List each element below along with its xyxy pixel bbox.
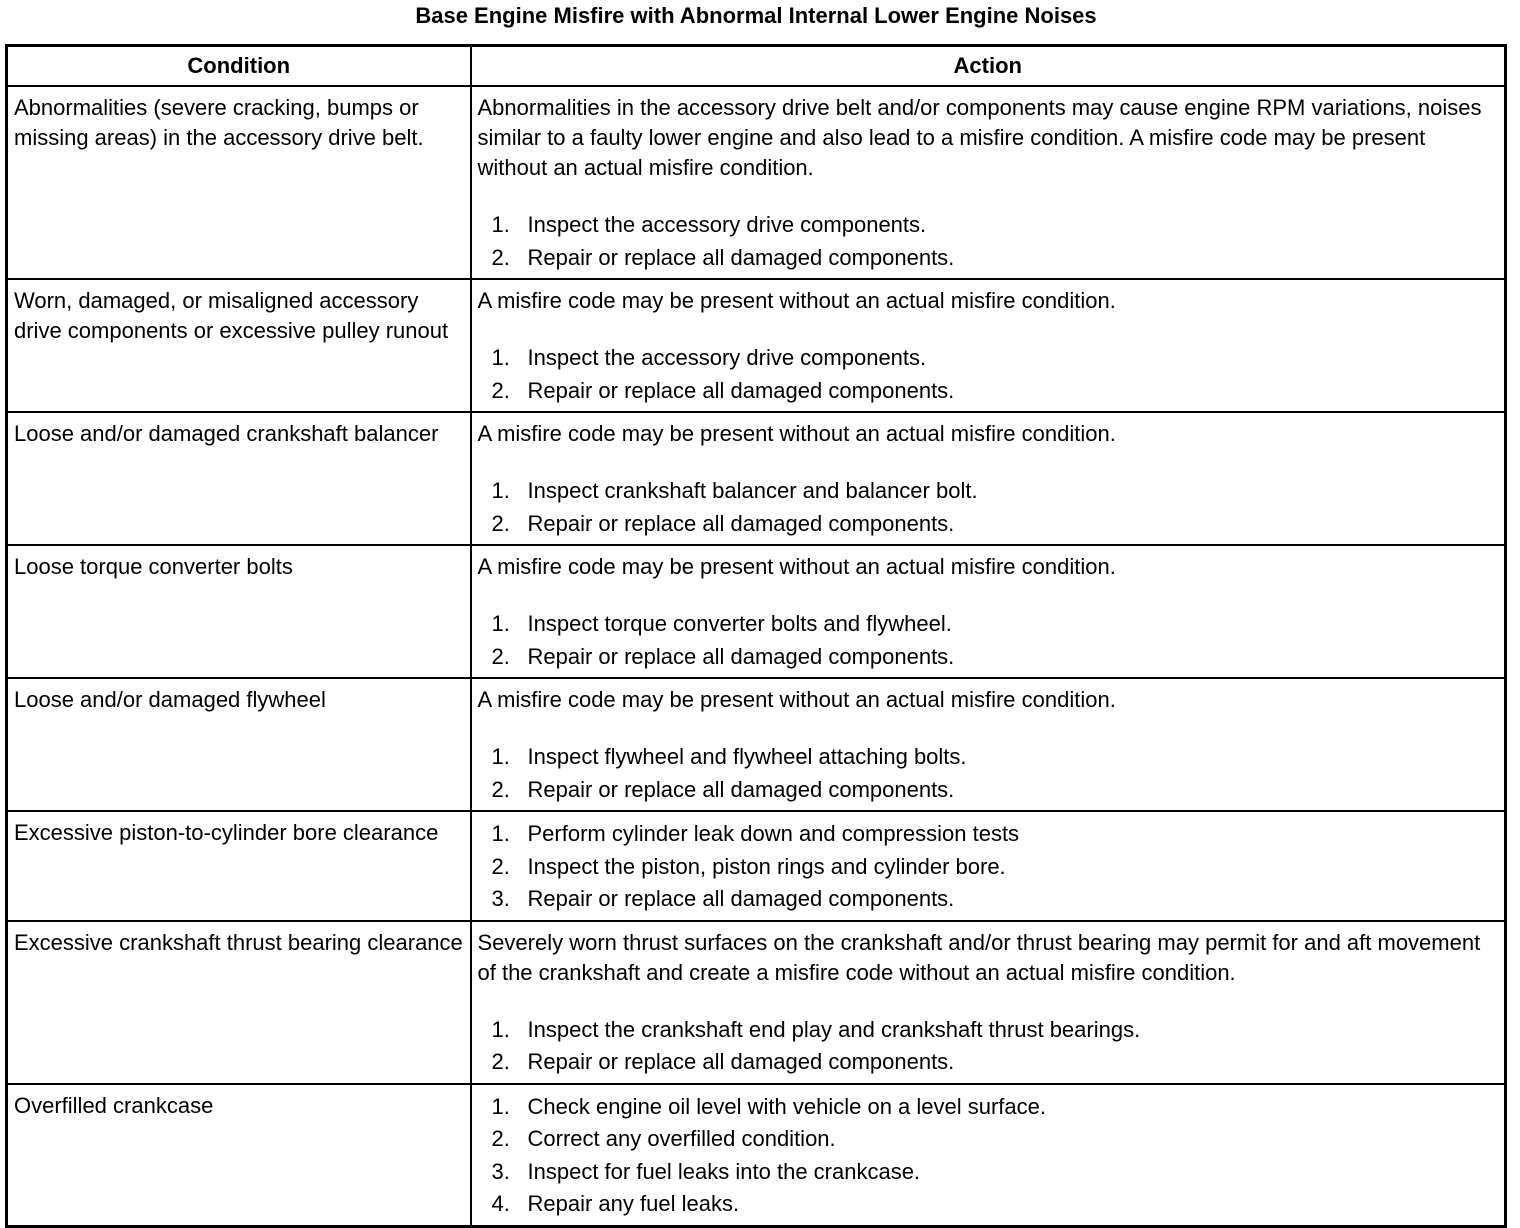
- action-description: A misfire code may be present without an actual misfire condition.: [477, 288, 1116, 313]
- action-steps-list: [478, 1091, 1499, 1221]
- step-number: 4.: [491, 1191, 510, 1216]
- step-number: 2.: [491, 1126, 510, 1151]
- step-text: Inspect torque converter bolts and flywheel.: [527, 611, 952, 636]
- step-number: 2.: [491, 1049, 510, 1074]
- action-step: [492, 818, 1499, 851]
- step-text: Inspect crankshaft balancer and balancer bolt.: [527, 478, 978, 503]
- condition-text: Worn, damaged, or misaligned accessory drive components or excessive pulley runout: [14, 288, 449, 343]
- step-text: Perform cylinder leak down and compression tests: [527, 821, 1020, 846]
- action-description: Abnormalities in the accessory drive belt and/or components may cause engine RPM variations, noises similar to a faulty lower engine and also lead to a misfire condition. A misfire code may be present without an actual misfire condition.: [477, 95, 1482, 180]
- action-step: [492, 1156, 1499, 1189]
- step-text: Repair or replace all damaged components.: [527, 886, 955, 911]
- action-step: [492, 1046, 1499, 1079]
- action-cell: [471, 86, 1506, 279]
- action-step: [492, 475, 1499, 508]
- condition-column-header: Condition: [7, 46, 471, 87]
- action-cell: [471, 545, 1506, 678]
- step-text: Inspect the accessory drive components.: [527, 345, 927, 370]
- step-number: 2.: [491, 643, 510, 669]
- step-text: Repair or replace all damaged components.: [527, 776, 955, 802]
- action-step: [492, 883, 1499, 916]
- action-step: [492, 851, 1499, 884]
- condition-cell: [7, 279, 471, 412]
- action-step: [492, 508, 1499, 541]
- action-description: A misfire code may be present without an actual misfire condition.: [477, 554, 1116, 579]
- table-row: [7, 279, 1506, 412]
- action-steps-list: [478, 1014, 1499, 1079]
- action-steps-list: [478, 818, 1499, 916]
- action-description: A misfire code may be present without an actual misfire condition.: [477, 421, 1116, 446]
- action-step: [492, 1091, 1499, 1124]
- condition-text: Excessive crankshaft thrust bearing clearance: [14, 929, 463, 955]
- action-step: [492, 741, 1499, 774]
- action-steps-list: [478, 342, 1499, 407]
- action-cell: [471, 279, 1506, 412]
- action-cell: [471, 921, 1506, 1084]
- table-row: [7, 412, 1506, 545]
- step-number: 1.: [491, 821, 510, 846]
- condition-cell: [7, 412, 471, 545]
- action-step: [492, 1188, 1499, 1221]
- step-text: Inspect for fuel leaks into the crankcase.: [527, 1158, 921, 1184]
- condition-text: Loose and/or damaged crankshaft balancer: [14, 421, 439, 446]
- step-text: Inspect the accessory drive components.: [527, 212, 927, 237]
- action-step: [492, 342, 1499, 375]
- condition-cell: [7, 811, 471, 921]
- step-number: 1.: [491, 1093, 510, 1119]
- step-number: 3.: [491, 886, 510, 911]
- step-number: 2.: [491, 244, 510, 270]
- condition-text: Loose and/or damaged flywheel: [14, 687, 326, 712]
- step-number: 2.: [491, 510, 510, 536]
- condition-cell: [7, 678, 471, 811]
- condition-cell: [7, 1084, 471, 1227]
- step-number: 1.: [491, 212, 510, 237]
- action-cell: [471, 811, 1506, 921]
- action-steps-list: [478, 608, 1499, 673]
- action-steps-list: [478, 209, 1499, 274]
- step-text: Repair or replace all damaged components.: [527, 377, 955, 403]
- action-step: [492, 242, 1499, 275]
- action-cell: [471, 412, 1506, 545]
- action-description: A misfire code may be present without an actual misfire condition.: [477, 687, 1116, 712]
- step-text: Correct any overfilled condition.: [527, 1126, 836, 1151]
- table-row: [7, 811, 1506, 921]
- condition-text: Overfilled crankcase: [14, 1092, 214, 1118]
- step-number: 1.: [491, 478, 510, 503]
- action-step: [492, 209, 1499, 242]
- action-step: [492, 1014, 1499, 1047]
- step-text: Repair or replace all damaged components.: [527, 244, 955, 270]
- step-text: Inspect the piston, piston rings and cylinder bore.: [527, 853, 1006, 879]
- condition-cell: [7, 921, 471, 1084]
- document-title: Base Engine Misfire with Abnormal Internal Lower Engine Noises: [415, 3, 1097, 28]
- step-number: 1.: [491, 345, 510, 370]
- table-body: [7, 86, 1506, 1226]
- table-row: [7, 545, 1506, 678]
- condition-cell: [7, 545, 471, 678]
- action-step: [492, 608, 1499, 641]
- action-step: [492, 1123, 1499, 1156]
- table-row: [7, 921, 1506, 1084]
- action-column-header: Action: [471, 46, 1506, 87]
- action-cell: [471, 678, 1506, 811]
- step-number: 2.: [491, 776, 510, 802]
- condition-text: Excessive piston-to-cylinder bore clearance: [14, 820, 439, 845]
- action-step: [492, 774, 1499, 807]
- action-step: [492, 375, 1499, 408]
- header-row: [7, 46, 1506, 87]
- step-number: 1.: [491, 611, 510, 636]
- diagnostic-table: [5, 44, 1507, 1228]
- action-cell: [471, 1084, 1506, 1227]
- step-text: Repair or replace all damaged components.: [527, 643, 955, 669]
- step-number: 1.: [491, 744, 510, 769]
- step-number: 2.: [491, 853, 510, 879]
- step-text: Repair or replace all damaged components.: [527, 1049, 955, 1074]
- step-text: Inspect the crankshaft end play and crankshaft thrust bearings.: [527, 1016, 1141, 1042]
- table-row: [7, 678, 1506, 811]
- step-text: Inspect flywheel and flywheel attaching bolts.: [527, 744, 967, 769]
- action-steps-list: [478, 475, 1499, 540]
- step-number: 3.: [491, 1158, 510, 1184]
- condition-cell: [7, 86, 471, 279]
- condition-text: Abnormalities (severe cracking, bumps or missing areas) in the accessory drive belt.: [14, 95, 424, 150]
- step-number: 1.: [491, 1016, 510, 1042]
- table-row: [7, 1084, 1506, 1227]
- action-step: [492, 641, 1499, 674]
- table-row: [7, 86, 1506, 279]
- action-steps-list: [478, 741, 1499, 806]
- step-text: Check engine oil level with vehicle on a level surface.: [527, 1093, 1047, 1119]
- condition-text: Loose torque converter bolts: [14, 554, 293, 579]
- action-description: Severely worn thrust surfaces on the crankshaft and/or thrust bearing may permit for and aft movement of the crankshaft and create a misfire code without an actual misfire condition.: [477, 929, 1481, 985]
- step-number: 2.: [491, 377, 510, 403]
- step-text: Repair any fuel leaks.: [527, 1191, 740, 1216]
- step-text: Repair or replace all damaged components.: [527, 510, 955, 536]
